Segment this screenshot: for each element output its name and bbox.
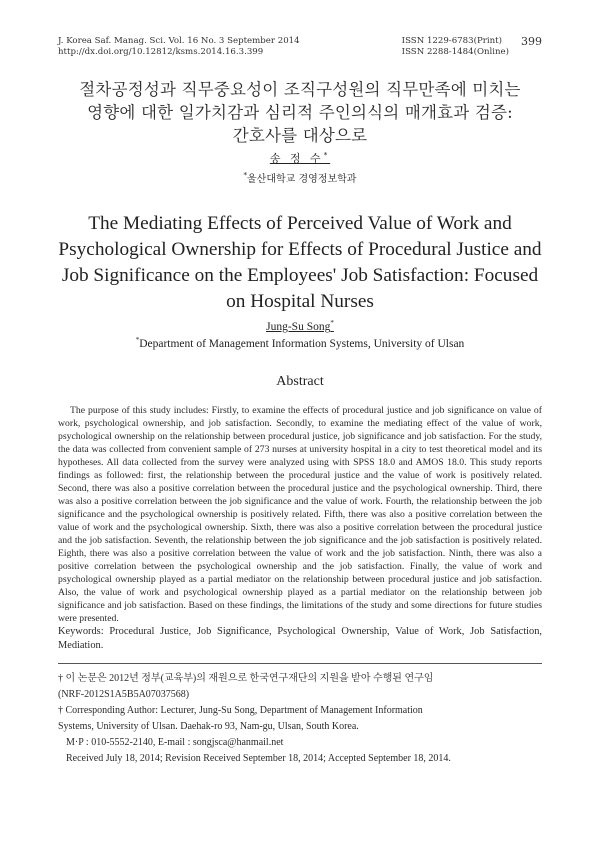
footnotes — [58, 672, 542, 766]
english-affiliation — [58, 336, 542, 350]
korean-title — [58, 78, 542, 147]
issn-print: ISSN 1229-6783(Print) — [401, 36, 502, 46]
page-number: 399 — [521, 35, 542, 48]
korean-affiliation-text: 울산대학교 경영정보학과 — [247, 174, 357, 185]
funding-footnote: † 이 논문은 2012년 정부(교육부)의 재원으로 한국연구재단의 지원을 받아 수행된 연구임 — [58, 672, 434, 684]
funding-grant-number: (NRF-2012S1A5B5A07037568) — [58, 688, 190, 700]
korean-author-mark: * — [323, 151, 331, 160]
header-right — [402, 36, 542, 58]
english-author — [58, 319, 542, 333]
header-left — [58, 36, 300, 58]
korean-author-name: 송 정 수 — [269, 152, 324, 165]
doi-link[interactable]: http://dx.doi.org/10.12812/ksms.2014.16.3.399 — [58, 47, 264, 57]
korean-author — [58, 150, 542, 166]
korean-affiliation — [58, 170, 542, 185]
corresponding-author-address: Systems, University of Ulsan. Daehak-ro 93, Nam-gu, Ulsan, South Korea. — [58, 720, 359, 732]
abstract-heading: Abstract — [276, 373, 324, 389]
korean-title-line: 절차공정성과 직무중요성이 조직구성원의 직무만족에 미치는 — [79, 80, 521, 99]
english-title-line: Psychological Ownership for Effects of Procedural Justice and — [58, 239, 542, 260]
corresponding-author-footnote: † Corresponding Author: Lecturer, Jung-Su Song, Department of Management Information — [58, 704, 423, 716]
english-affiliation-text: Department of Management Information Systems, University of Ulsan — [139, 337, 465, 350]
contact-info: M·P : 010-5552-2140, E-mail : songjsca@hanmail.net — [66, 736, 284, 748]
english-title-line: on Hospital Nurses — [226, 291, 374, 312]
english-title — [58, 211, 542, 315]
journal-citation: J. Korea Saf. Manag. Sci. Vol. 16 No. 3 September 2014 — [58, 36, 300, 46]
running-header — [58, 36, 542, 58]
issn-block — [402, 36, 509, 58]
issn-online: ISSN 2288-1484(Online) — [401, 47, 509, 57]
english-affiliation-mark: * — [135, 335, 140, 344]
keywords: Keywords: Procedural Justice, Job Significance, Psychological Ownership, Value of Work, Job Satisfaction, Mediation. — [58, 625, 542, 651]
english-title-line: The Mediating Effects of Perceived Value of Work and — [88, 213, 512, 234]
korean-affiliation-mark: * — [243, 171, 248, 180]
english-title-line: Job Significance on the Employees' Job Satisfaction: Focused — [61, 265, 539, 286]
footnote-divider — [58, 663, 542, 664]
abstract-body: The purpose of this study includes: Firstly, to examine the effects of procedural justice and job significance on value of work, psychological ownership, and job satisfaction. Secondly, to examine the mediating effect of the value of work, psychological ownership on the relationship between procedural justice, job significance and job satisfaction. For the study, the data was collected from convenient sample of 273 nurses at university hospital in a city to test theoretical model and its hypotheses. All data collected from the survey were analyzed using with SPSS 18.0 and AMOS 18.0. This study reports findings as followed: first, the relationship between the procedural justice and the value of work is positively related. Second, there was also a positive correlation between the procedural justice and the psychological ownership. Third, there was also a positive correlation between the job significance and the value of work. Fourth, the relationship between the job significance and the psychological ownership is positively related. Fifth, there was also a positive correlation between the value of work and the psychological ownership. Sixth, there was also a positive correlation between the procedural justice and the job satisfaction. Seventh, the relationship between the job significance and the job satisfaction is positively related. Eighth, there was also a positive correlation between the value of work and the job satisfaction. Ninth, there was also a positive correlation between the psychological ownership and the job satisfaction. Finally, the value of work and psychological ownership played as a partial mediator on the relationship between procedural justice and job satisfaction. Also, the value of work and psychological ownership played as a partial mediator on the relationship between job significance and job satisfaction. Based on these findings, the limitations of the study and some directions for future studies were presented. — [58, 404, 542, 624]
english-author-mark: * — [330, 319, 334, 327]
english-author-name: Jung-Su Song — [266, 320, 331, 333]
received-dates: Received July 18, 2014; Revision Received September 18, 2014; Accepted September 18, 2014. — [66, 752, 451, 764]
korean-title-line: 영향에 대한 일가치감과 심리적 주인의식의 매개효과 검증: — [87, 103, 513, 122]
korean-title-line: 간호사를 대상으로 — [232, 126, 368, 145]
